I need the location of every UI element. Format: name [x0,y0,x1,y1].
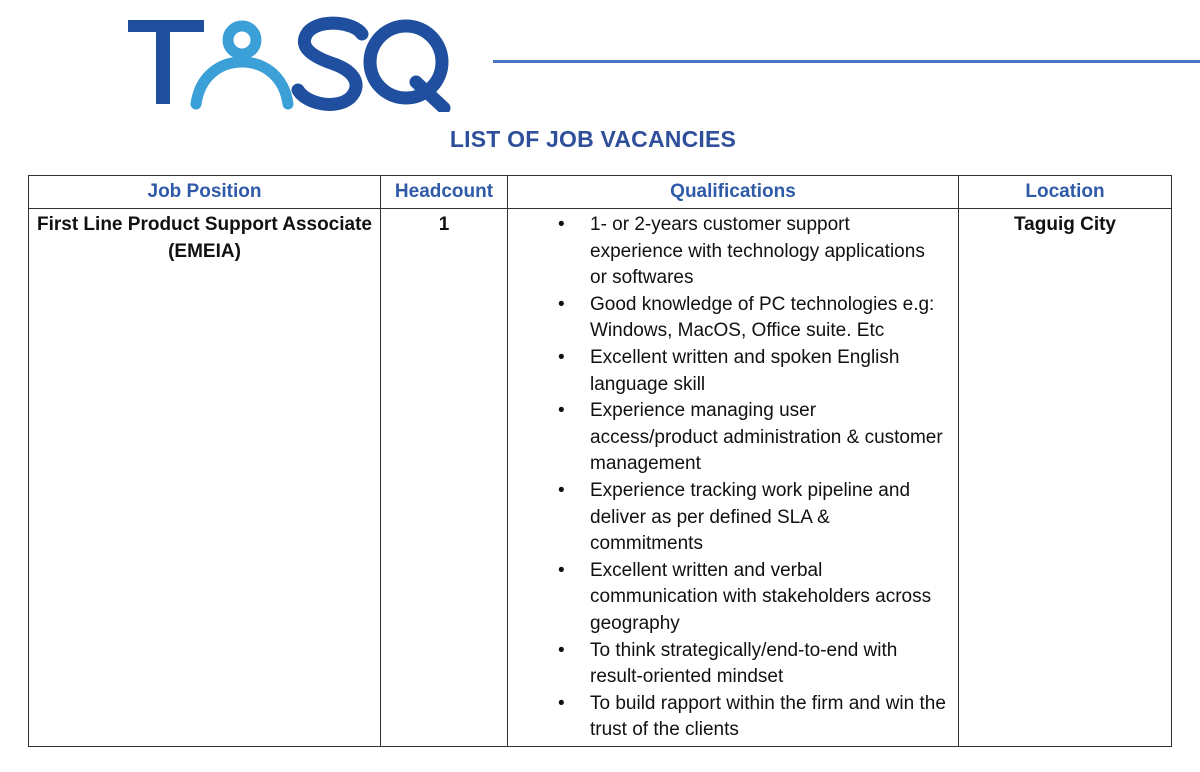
job-vacancies-table [28,175,1172,747]
qualifications-list [514,212,952,744]
qualification-item: • Excellent written and spoken English language skill [514,345,952,398]
header-rule [493,60,1200,63]
qualification-item: • Experience managing user access/product administration & customer management [514,398,952,478]
page-title: LIST OF JOB VACANCIES [449,126,737,152]
qualifications-cell [508,209,959,747]
job-position-cell: First Line Product Support Associate (EMEIA) [29,209,381,747]
column-header-headcount: Headcount [381,176,508,209]
table-row [29,209,1172,747]
headcount-cell: 1 [381,209,508,747]
qualification-item: • 1- or 2-years customer support experience with technology applications or softwares [514,212,952,292]
qualification-item: • To build rapport within the firm and win the trust of the clients [514,691,952,744]
column-header-qualifications: Qualifications [508,176,959,209]
location-cell: Taguig City [959,209,1172,747]
qualification-item: • Excellent written and verbal communication with stakeholders across geography [514,558,952,638]
column-header-job-position: Job Position [29,176,381,209]
column-header-location: Location [959,176,1172,209]
qualification-item: • Good knowledge of PC technologies e.g: Windows, MacOS, Office suite. Etc [514,292,952,345]
qualification-item: • Experience tracking work pipeline and deliver as per defined SLA & commitments [514,478,952,558]
qualification-item: • To think strategically/end-to-end with result-oriented mindset [514,638,952,691]
table-header-row [29,176,1172,209]
tasq-logo [124,12,454,112]
